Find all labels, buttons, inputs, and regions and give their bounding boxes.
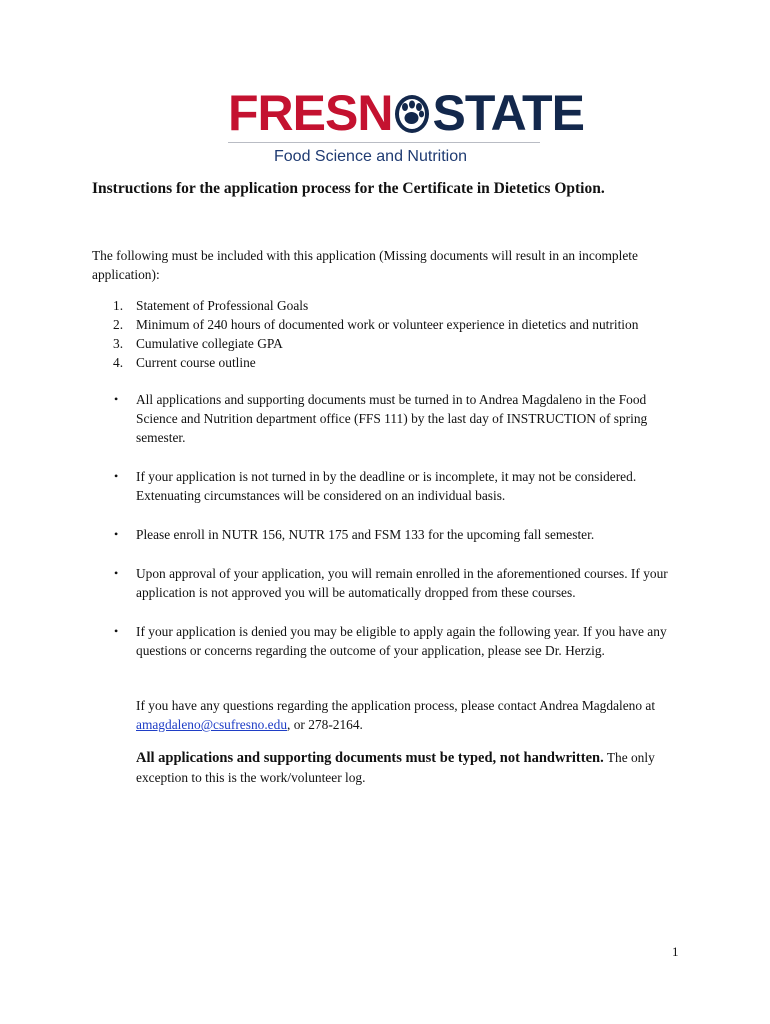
- bullet-text: If your application is denied you may be eligible to apply again the following year. If you have any questions or concerns regarding the outcome of your application, please see Dr. Herzig.: [136, 624, 667, 658]
- paw-icon: [393, 93, 431, 135]
- list-item: [92, 334, 712, 353]
- list-text: Minimum of 240 hours of documented work or volunteer experience in dietetics and nutrition: [136, 317, 639, 332]
- bullet-text: Upon approval of your application, you will remain enrolled in the aforementioned courses. If your application is not approved you will be automatically dropped from these courses.: [136, 566, 668, 600]
- intro-paragraph: The following must be included with this application (Missing documents will result in an incomplete application):: [92, 248, 638, 282]
- list-number: 1.: [113, 298, 124, 313]
- bullet-item: [92, 622, 672, 660]
- list-text: Cumulative collegiate GPA: [136, 336, 283, 351]
- contact-paragraph: [136, 696, 696, 734]
- bullet-marker: •: [114, 469, 119, 483]
- list-number: 2.: [113, 317, 124, 332]
- bullet-marker: •: [114, 624, 119, 638]
- bullet-marker: •: [114, 392, 119, 406]
- list-item: [92, 315, 712, 334]
- bullet-item: [92, 467, 672, 505]
- email-link[interactable]: amagdaleno@csufresno.edu: [136, 717, 288, 732]
- contact-phone: , or 278-2164.: [287, 717, 363, 732]
- bullet-marker: •: [114, 566, 119, 580]
- fresno-state-logo: [228, 85, 584, 166]
- contact-text: If you have any questions regarding the application process, please contact Andrea Magdaleno at: [136, 698, 656, 713]
- list-number: 3.: [113, 336, 124, 351]
- bullet-text: If your application is not turned in by the deadline or is incomplete, it may not be considered. Extenuating circumstances will be considered on an individual basis.: [136, 469, 637, 503]
- list-text: Current course outline: [136, 355, 256, 370]
- logo-word-right: STATE: [432, 85, 584, 141]
- list-item: [92, 296, 712, 315]
- bullet-marker: •: [114, 527, 119, 541]
- logo-word-left: FRESN: [228, 85, 393, 141]
- page-number: 1: [672, 944, 679, 959]
- bullet-item: [92, 525, 672, 544]
- typed-note-bold: All applications and supporting documents must be typed, not handwritten.: [136, 750, 604, 766]
- list-item: [92, 353, 712, 372]
- logo-divider: [228, 142, 540, 143]
- bullet-item: [92, 564, 672, 602]
- list-text: Statement of Professional Goals: [136, 298, 309, 313]
- logo-wordmark: [228, 85, 584, 141]
- requirements-list: [92, 296, 712, 372]
- bullet-text: Please enroll in NUTR 156, NUTR 175 and FSM 133 for the upcoming fall semester.: [136, 527, 595, 542]
- list-number: 4.: [113, 355, 124, 370]
- logo-subtitle: Food Science and Nutrition: [274, 148, 467, 165]
- typed-note-rest: The only exception to this is the work/volunteer log.: [136, 750, 655, 785]
- bullet-text: All applications and supporting documents must be turned in to Andrea Magdaleno in the Food Science and Nutrition department office (FFS 111) by the last day of INSTRUCTION of spring semester.: [136, 392, 648, 445]
- document-title: Instructions for the application process for the Certificate in Dietetics Option.: [92, 180, 605, 197]
- bullet-item: [92, 390, 672, 447]
- typed-requirement-note: [136, 748, 696, 787]
